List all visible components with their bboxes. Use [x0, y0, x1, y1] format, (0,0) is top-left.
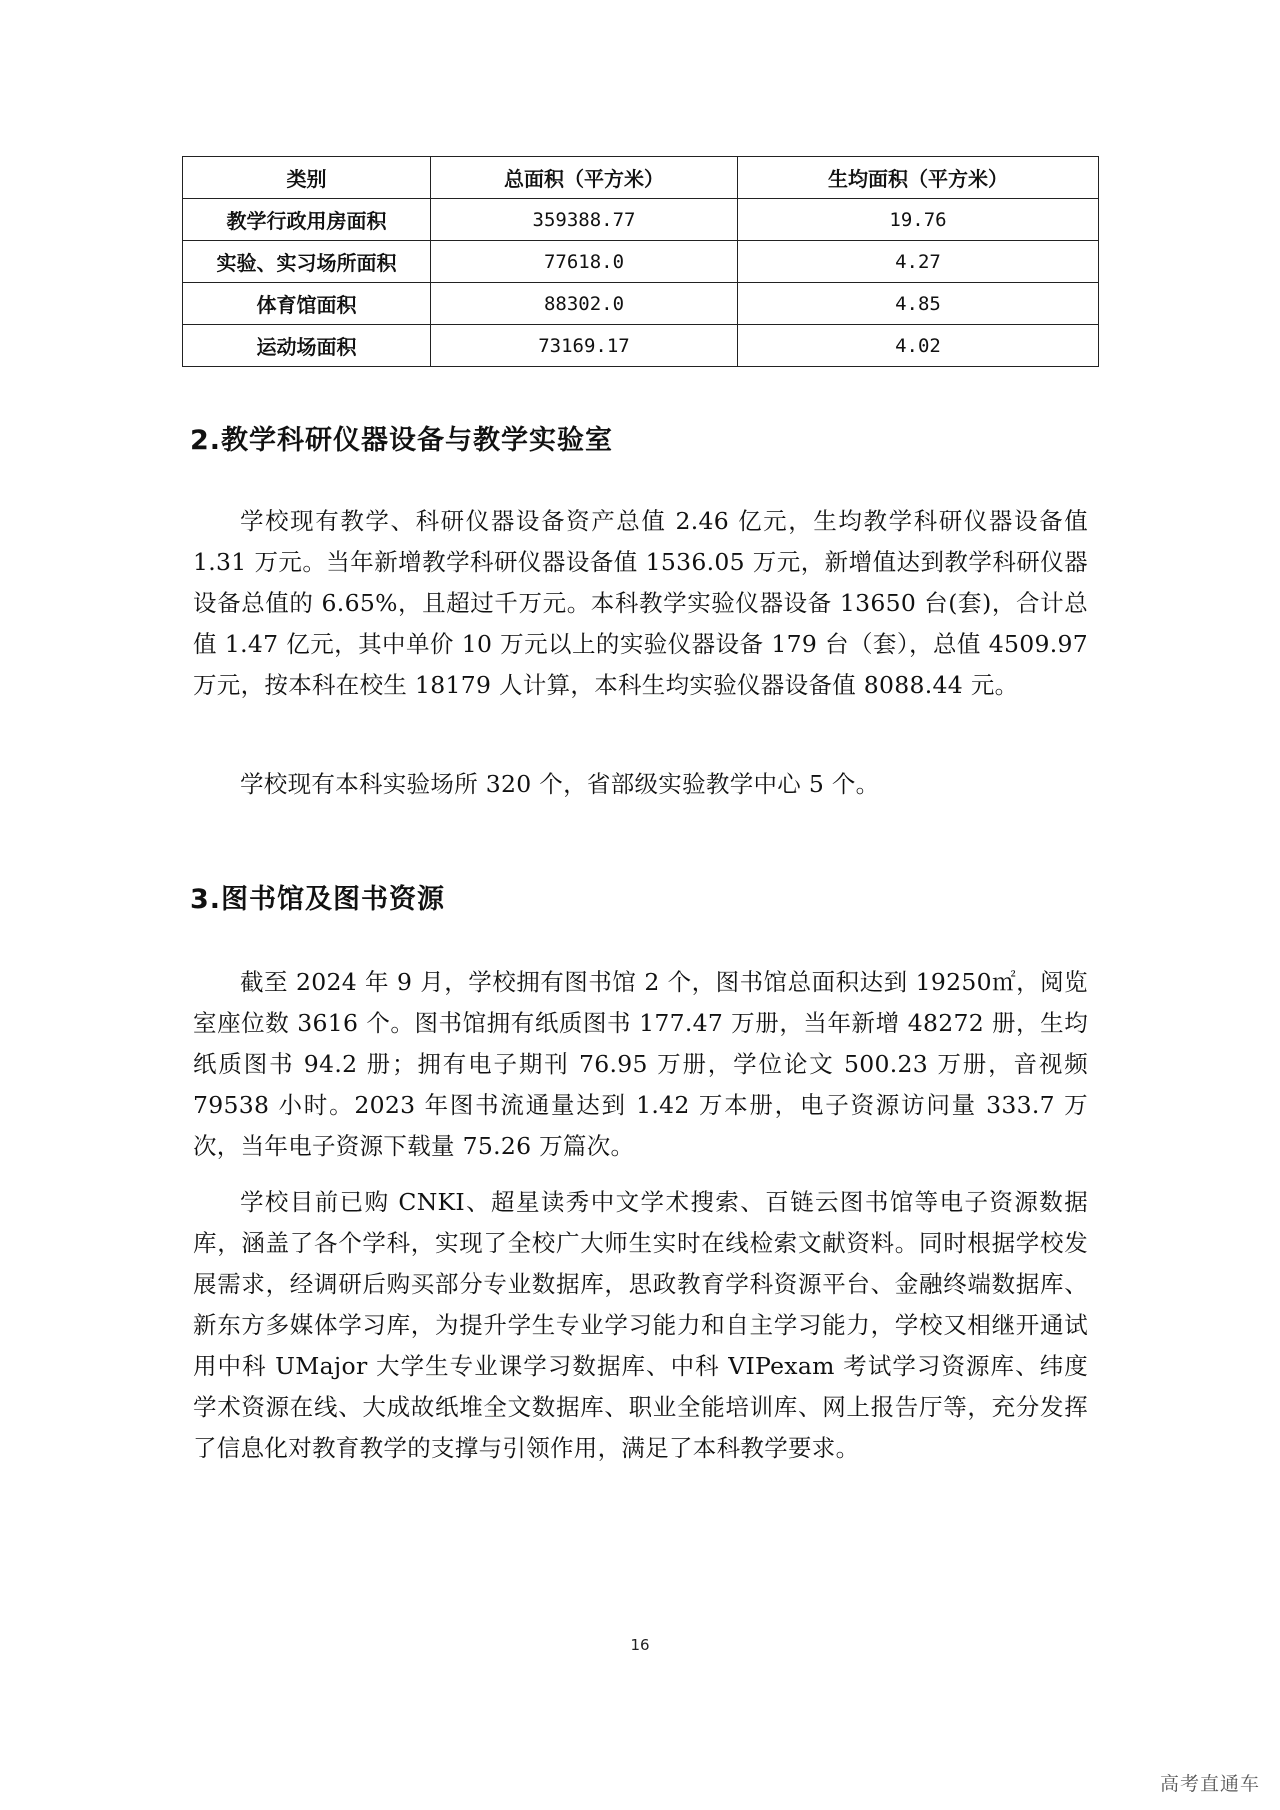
header-category: 类别: [183, 157, 431, 199]
row-category: 教学行政用房面积: [183, 199, 431, 241]
row-total-area: 88302.0: [431, 283, 738, 325]
table-row: [183, 325, 1099, 367]
row-total-area: 73169.17: [431, 325, 738, 367]
table-row: [183, 283, 1099, 325]
section-heading-library: 3.图书馆及图书资源: [190, 884, 446, 915]
paragraph-library-databases: 学校目前已购 CNKI、超星读秀中文学术搜索、百链云图书馆等电子资源数据库，涵盖了各个学科，实现了全校广大师生实时在线检索文献资料。同时根据学校发展需求，经调研后购买部分专业数据库，思政教育学科资源平台、金融终端数据库、新东方多媒体学习库，为提升学生专业学习能力和自主学习能力，学校又相继开通试用中科 UMajor 大学生专业课学习数据库、中科 VIPexam 考试学习资源库、纬度学术资源在线、大成故纸堆全文数据库、职业全能培训库、网上报告厅等，充分发挥了信息化对教育教学的支撑与引领作用，满足了本科教学要求。: [193, 1188, 1088, 1462]
paragraph-library-collection: 截至 2024 年 9 月，学校拥有图书馆 2 个，图书馆总面积达到 19250㎡，阅览室座位数 3616 个。图书馆拥有纸质图书 177.47 万册，当年新增 48272 册，生均纸质图书 94.2 册；拥有电子期刊 76.95 万册，学位论文 500.23 万册，音视频 79538 小时。2023 年图书流通量达到 1.42 万本册，电子资源访问量 333.7 万次，当年电子资源下载量 75.26 万篇次。: [193, 968, 1088, 1160]
row-per-student-area: 19.76: [738, 199, 1099, 241]
row-total-area: 359388.77: [431, 199, 738, 241]
row-category: 实验、实习场所面积: [183, 241, 431, 283]
section-heading-equipment: 2.教学科研仪器设备与教学实验室: [190, 425, 614, 456]
paragraph-equipment: 学校现有教学、科研仪器设备资产总值 2.46 亿元，生均教学科研仪器设备值 1.31 万元。当年新增教学科研仪器设备值 1536.05 万元，新增值达到教学科研仪器设备总值的 6.65%，且超过千万元。本科教学实验仪器设备 13650 台(套)，合计总值 1.47 亿元，其中单价 10 万元以上的实验仪器设备 179 台（套），总值 4509.97 万元，按本科在校生 18179 人计算，本科生均实验仪器设备值 8088.44 元。: [193, 507, 1088, 699]
paragraph-labs: 学校现有本科实验场所 320 个，省部级实验教学中心 5 个。: [240, 770, 880, 798]
row-category: 体育馆面积: [183, 283, 431, 325]
row-total-area: 77618.0: [431, 241, 738, 283]
table-header-row: [183, 157, 1099, 199]
row-category: 运动场面积: [183, 325, 431, 367]
row-per-student-area: 4.02: [738, 325, 1099, 367]
page-number: 16: [630, 1636, 650, 1654]
area-table: [182, 156, 1099, 367]
header-total-area: 总面积（平方米）: [431, 157, 738, 199]
watermark: 高考直通车: [1159, 1773, 1260, 1795]
table-row: [183, 199, 1099, 241]
table-row: [183, 241, 1099, 283]
row-per-student-area: 4.27: [738, 241, 1099, 283]
header-per-student-area: 生均面积（平方米）: [738, 157, 1099, 199]
row-per-student-area: 4.85: [738, 283, 1099, 325]
